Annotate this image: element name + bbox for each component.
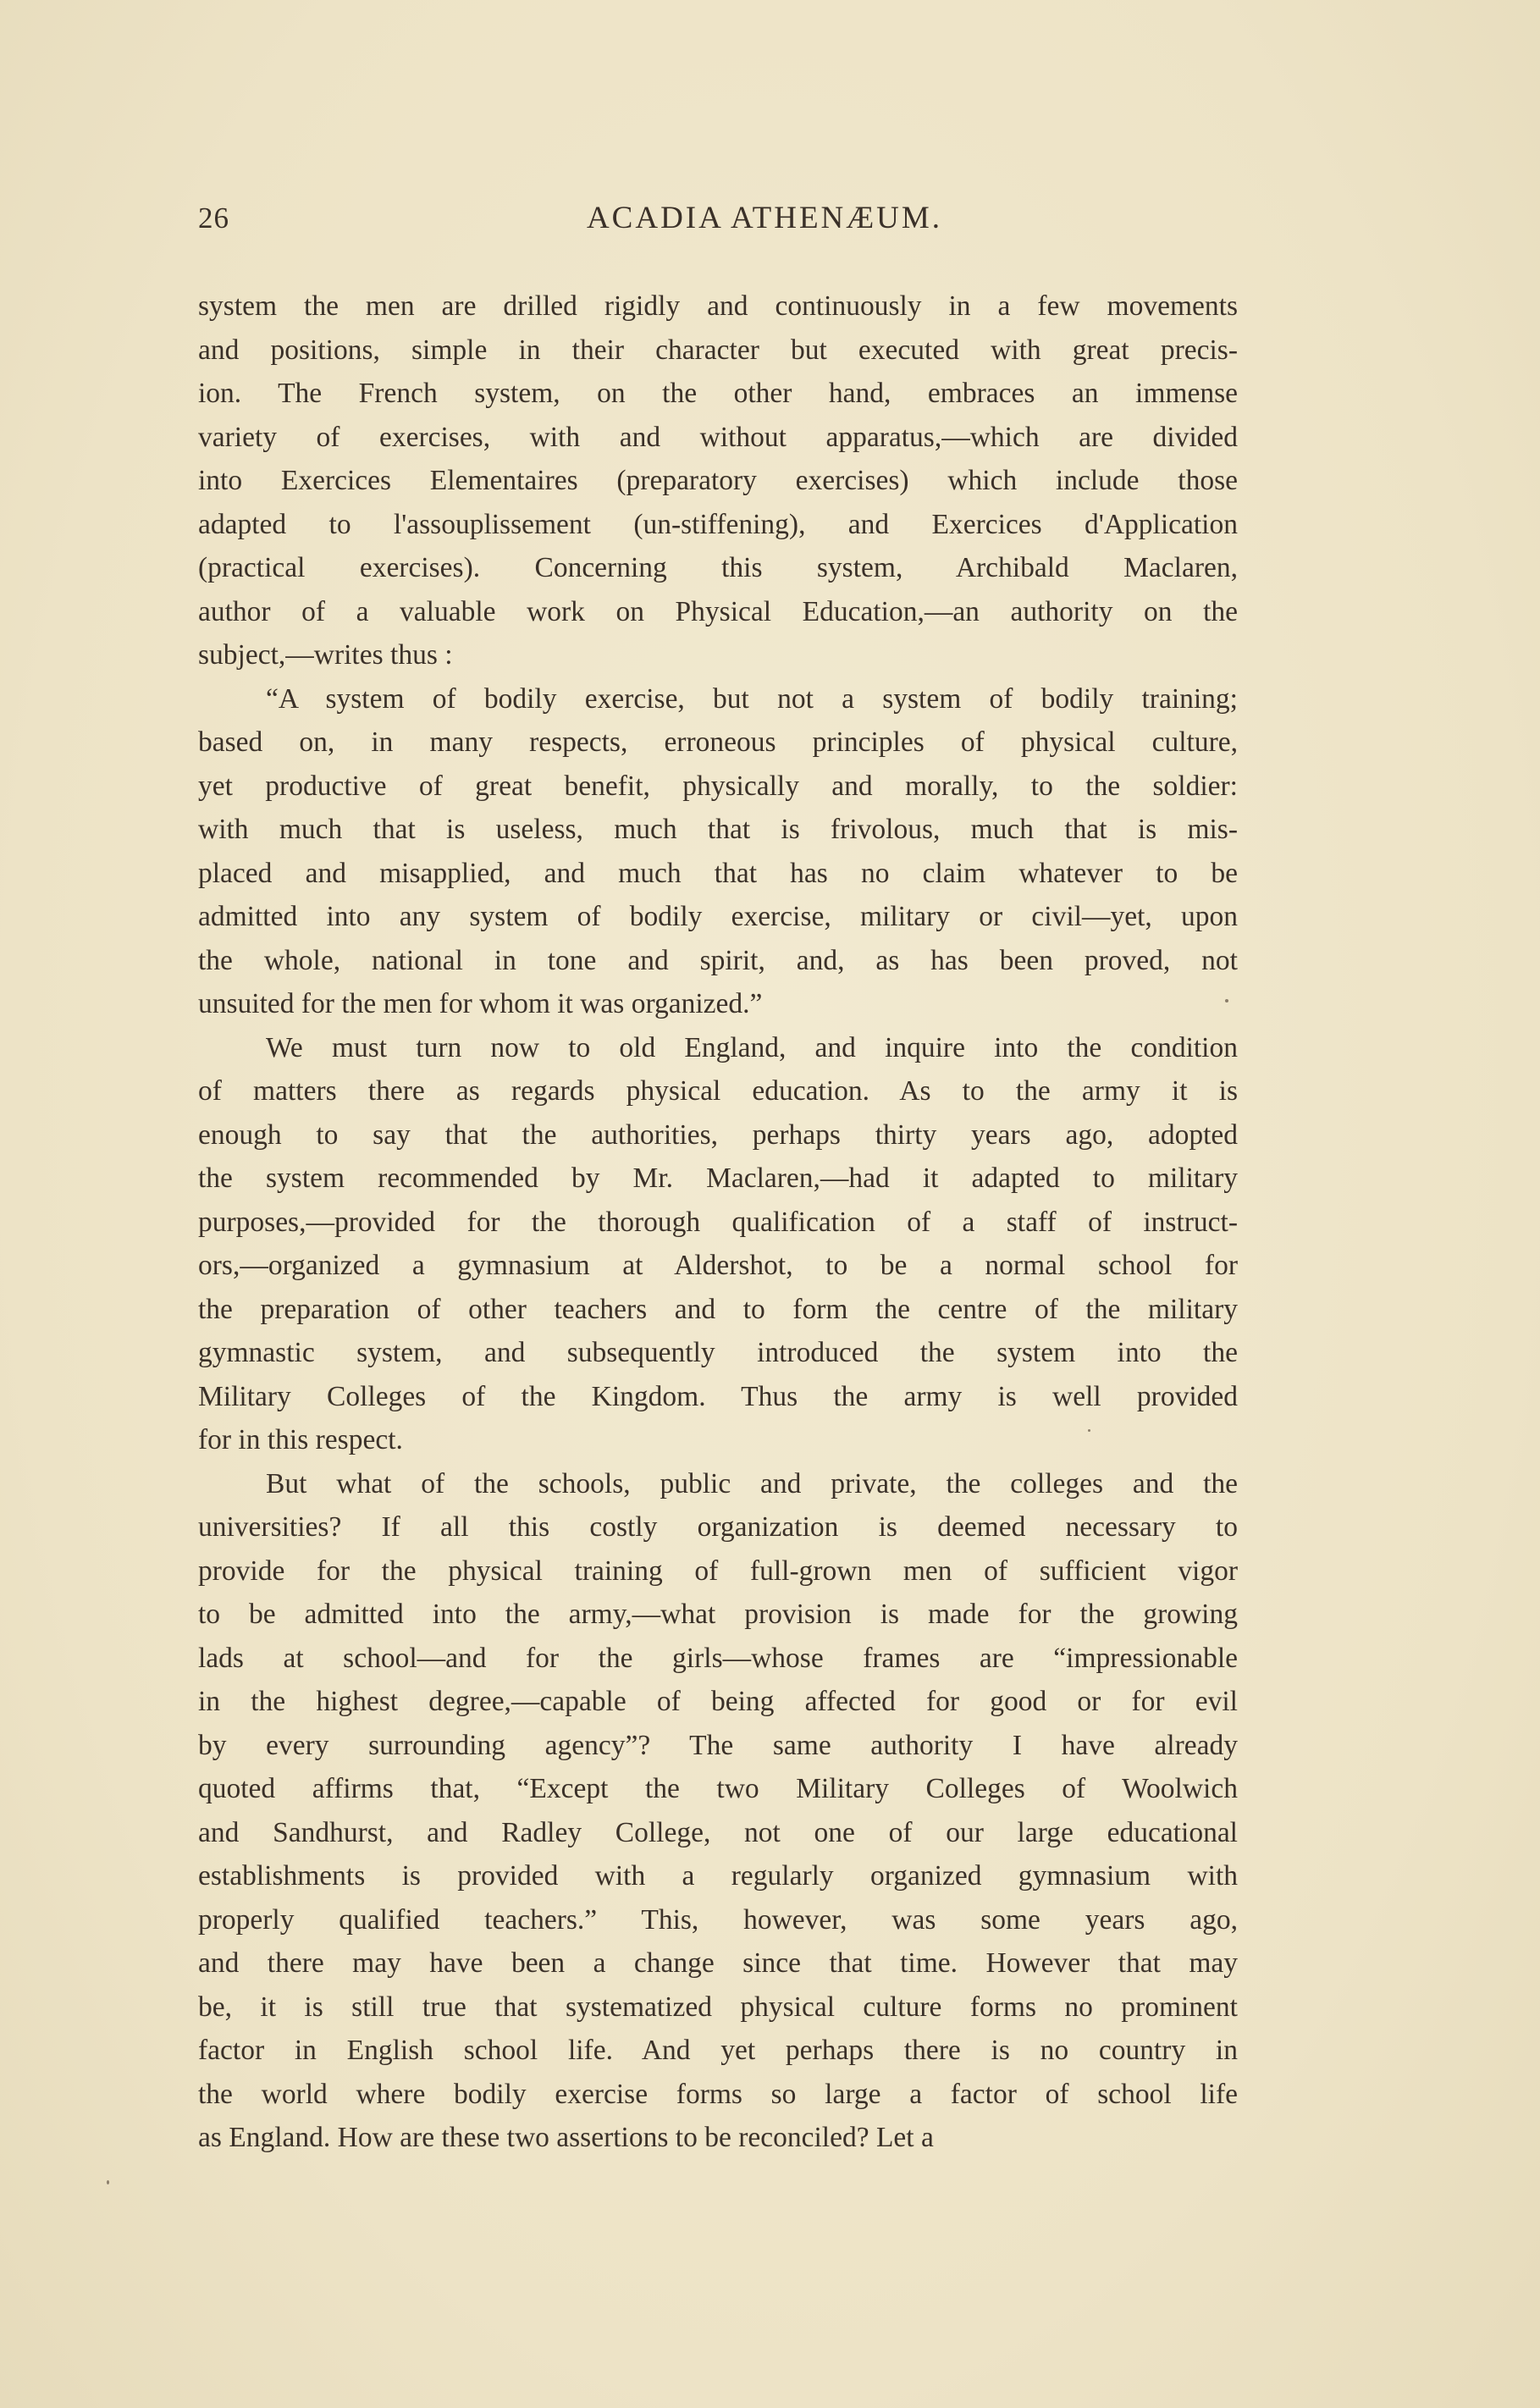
text-line: provide for the physical training of full-grown men of sufficient vigor (198, 1555, 1238, 1587)
text-line: lads at school—and for the girls—whose frames are “impressionable (198, 1642, 1238, 1674)
text-line: subject,—writes thus : (198, 639, 453, 671)
text-line: be, it is still true that systematized physical culture forms no prominent (198, 1991, 1238, 2023)
text-line: quoted affirms that, “Except the two Military Colleges of Woolwich (198, 1773, 1238, 1804)
text-line: (practical exercises). Concerning this system, Archibald Maclaren, (198, 552, 1238, 583)
text-line: and there may have been a change since that time. However that may (198, 1947, 1238, 1979)
text-line: admitted into any system of bodily exercise, military or civil—yet, upon (198, 901, 1238, 932)
text-line: in the highest degree,—capable of being affected for good or for evil (198, 1686, 1238, 1717)
text-line: and Sandhurst, and Radley College, not one of our large educational (198, 1816, 1238, 1848)
text-line: of matters there as regards physical education. As to the army it is (198, 1075, 1238, 1107)
text-line: establishments is provided with a regularly organized gymnasium with (198, 1860, 1238, 1892)
text-line: ors,—organized a gymnasium at Aldershot, to be a normal school for (198, 1250, 1238, 1281)
text-line: yet productive of great benefit, physically and morally, to the soldier: (198, 770, 1238, 802)
text-line: gymnastic system, and subsequently introduced the system into the (198, 1337, 1238, 1368)
text-line: author of a valuable work on Physical Education,—an authority on the (198, 595, 1238, 627)
text-line: by every surrounding agency”? The same authority I have already (198, 1729, 1238, 1761)
text-line: as England. How are these two assertions to be reconciled? Let a (198, 2122, 934, 2153)
text-line: with much that is useless, much that is frivolous, much that is mis- (198, 814, 1238, 845)
text-line: for in this respect. (198, 1424, 403, 1455)
text-line: universities? If all this costly organization is deemed necessary to (198, 1511, 1238, 1543)
running-title: ACADIA ATHENÆUM. (586, 201, 943, 235)
page-number: 26 (198, 202, 229, 235)
text-line: into Exercices Elementaires (preparatory exercises) which include those (198, 465, 1238, 496)
text-line: variety of exercises, with and without apparatus,—which are divided (198, 421, 1238, 453)
text-line: properly qualified teachers.” This, however, was some years ago, (198, 1903, 1238, 1936)
text-line: the preparation of other teachers and to form the centre of the military (198, 1293, 1238, 1325)
paper-speck (1225, 999, 1228, 1002)
text-line: adapted to l'assouplissement (un-stiffening), and Exercices d'Application (198, 508, 1238, 540)
text-line: to be admitted into the army,—what provision is made for the growing (198, 1599, 1238, 1630)
paragraph (198, 1026, 1238, 1462)
body-text (198, 284, 1238, 2160)
page-header (198, 198, 1238, 239)
paragraph (198, 677, 1238, 1026)
text-line: unsuited for the men for whom it was organized.” (198, 988, 763, 1019)
text-line: based on, in many respects, erroneous principles of physical culture, (198, 726, 1238, 758)
text-line: But what of the schools, public and private, the colleges and the (266, 1467, 1238, 1499)
text-line: system the men are drilled rigidly and continuously in a few movements (198, 290, 1238, 322)
paragraph (198, 1462, 1238, 2160)
text-line: placed and misapplied, and much that has no claim whatever to be (198, 857, 1238, 889)
text-line: purposes,—provided for the thorough qualification of a staff of instruct- (198, 1206, 1238, 1238)
paper-speck (1088, 1429, 1090, 1432)
text-line: the system recommended by Mr. Maclaren,—had it adapted to military (198, 1163, 1238, 1194)
text-line: enough to say that the authorities, perhaps thirty years ago, adopted (198, 1118, 1238, 1151)
text-line: and positions, simple in their character but executed with great precis- (198, 334, 1238, 366)
text-line: the world where bodily exercise forms so large a factor of school life (198, 2078, 1238, 2110)
text-line: We must turn now to old England, and inquire into the condition (266, 1031, 1238, 1063)
paper-speck (107, 2180, 109, 2184)
text-line: ion. The French system, on the other hand, embraces an immense (198, 378, 1238, 409)
text-line: the whole, national in tone and spirit, and, as has been proved, not (198, 944, 1238, 976)
text-line: “A system of bodily exercise, but not a system of bodily training; (266, 682, 1238, 715)
paragraph (198, 284, 1238, 677)
text-line: Military Colleges of the Kingdom. Thus the army is well provided (198, 1380, 1238, 1412)
text-line: factor in English school life. And yet perhaps there is no country in (198, 2035, 1238, 2066)
